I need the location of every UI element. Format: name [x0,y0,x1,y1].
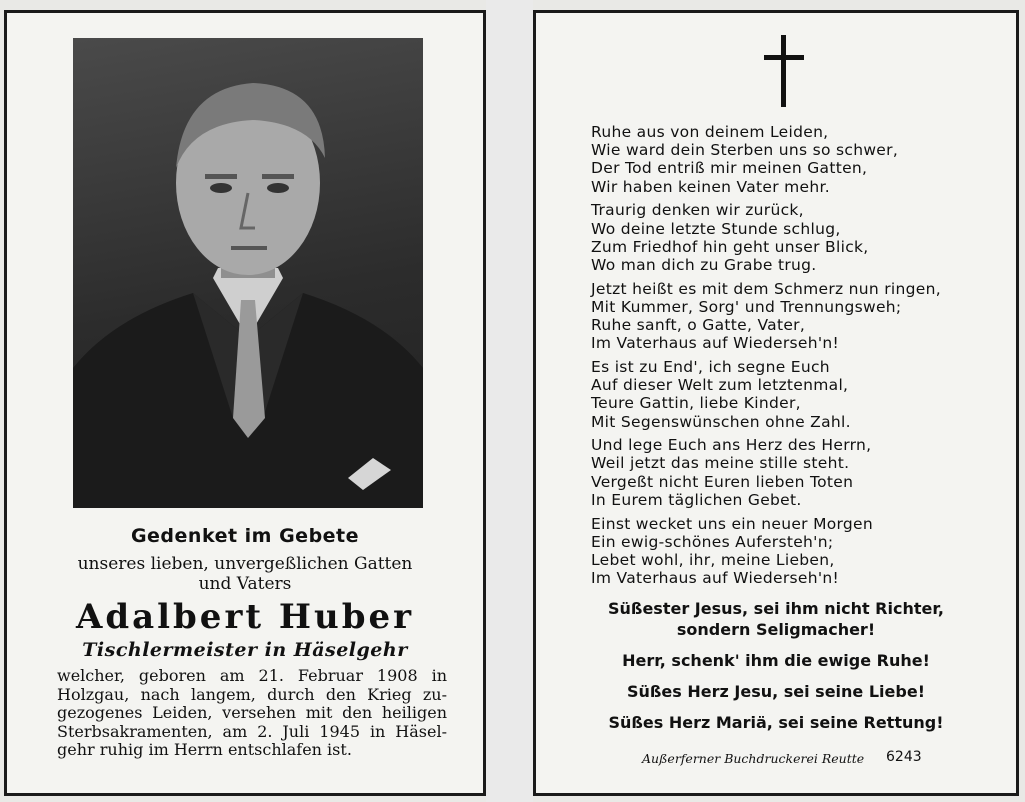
prayer-line: Süßes Herz Jesu, sei seine Liebe! [627,682,925,701]
poem-line: Weil jetzt das meine stille steht. [591,454,850,473]
biography [57,667,447,760]
print-code: 6243 [886,749,922,765]
poem-line: Mit Segenswünschen ohne Zahl. [591,412,851,431]
poem-line: Ruhe aus von deinem Leiden, [591,123,829,141]
right-card [533,10,1019,796]
poem-line: Es ist zu End', ich segne Euch [591,357,830,376]
bio-line: welcher, geboren am 21. Februar 1908 in [57,666,447,685]
poem-stanza [591,280,1011,353]
poem-line: Teure Gattin, liebe Kinder, [591,394,801,413]
prayers [536,598,1016,733]
bio-line: gezogenes Leiden, versehen mit den heiligen [57,703,447,722]
poem-line: Zum Friedhof hin geht unser Blick, [591,237,869,256]
bio-line: Sterbsakramenten, am 2. Juli 1945 in Häsel- [57,721,447,741]
poem-line: Einst wecket uns ein neuer Morgen [591,514,874,533]
poem-line: Wir haben keinen Vater mehr. [591,177,830,196]
poem-line: Der Tod entriß mir meinen Gatten, [591,159,868,178]
left-card [4,10,486,796]
poem-line: Ruhe sanft, o Gatte, Vater, [591,316,806,335]
printer-credit: Außerferner Buchdruckerei Reutte [642,751,865,766]
poem-line: Und lege Euch ans Herz des Herrn, [591,436,872,455]
poem-stanza [591,436,1011,509]
prayer-line: Herr, schenk' ihm die ewige Ruhe! [622,651,930,670]
poem-line: Mit Kummer, Sorg' und Trennungsweh; [591,297,902,316]
poem-line: Auf dieser Welt zum letztenmal, [591,376,849,395]
poem-stanza [591,358,1011,431]
poem-line: Wie ward dein Sterben uns so schwer, [591,141,899,160]
subtitle-line-1: unseres lieben, unvergeßlichen Gatten [77,554,413,574]
prayer-line: Süßes Herz Mariä, sei seine Rettung! [608,713,944,732]
poem-line: Vergeßt nicht Euren lieben Toten [591,472,854,491]
poem-line: Jetzt heißt es mit dem Schmerz nun ringen, [591,279,941,298]
poem-line: Wo man dich zu Grabe trug. [591,255,817,274]
poem [591,123,1011,593]
portrait-photo [73,38,423,508]
poem-line: Lebet wohl, ihr, meine Lieben, [591,550,835,569]
poem-line: Wo deine letzte Stunde schlug, [591,219,841,238]
bio-line: Holzgau, nach langem, durch den Krieg zu- [57,684,447,704]
subtitle-line-2: und Vaters [198,574,292,594]
memorial-heading: Gedenket im Gebete [130,525,360,547]
poem-stanza [591,201,1011,274]
portrait-illustration [73,38,423,508]
cross-icon [764,35,804,107]
poem-line: Im Vaterhaus auf Wiederseh'n! [591,569,840,588]
poem-line: Im Vaterhaus auf Wiederseh'n! [591,334,840,353]
poem-line: In Eurem täglichen Gebet. [591,490,802,509]
prayer-line: Süßester Jesus, sei ihm nicht Richter, [608,599,944,618]
poem-stanza [591,515,1011,588]
deceased-name: Adalbert Huber [75,597,415,637]
poem-line: Traurig denken wir zurück, [591,201,804,220]
occupation: Tischlermeister in Häselgehr [82,639,408,661]
poem-line: Ein ewig-schönes Aufersteh'n; [591,532,834,551]
card-gutter [486,0,533,802]
prayer-line: sondern Seligmacher! [676,620,876,639]
poem-stanza [591,123,1011,196]
bio-line: gehr ruhig im Herrn entschlafen ist. [57,740,352,759]
